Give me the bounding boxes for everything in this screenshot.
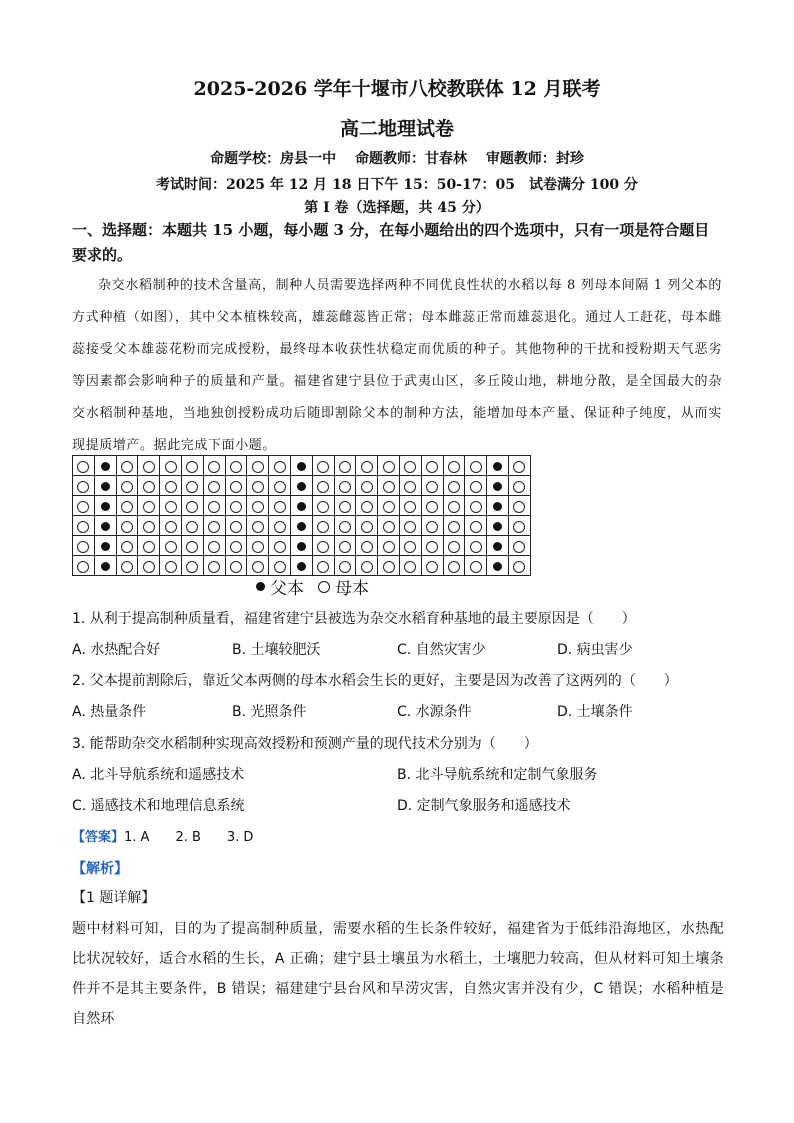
grid-cell — [421, 476, 443, 496]
father-plant-icon — [297, 562, 306, 571]
mother-plant-icon — [513, 561, 525, 573]
grid-cell — [312, 456, 334, 476]
grid-cell — [487, 476, 509, 496]
grid-cell — [269, 456, 291, 476]
father-plant-icon — [493, 482, 502, 491]
grid-cell — [356, 536, 378, 556]
mother-plant-icon — [448, 501, 460, 513]
mother-plant-icon — [470, 521, 482, 533]
mother-plant-icon — [317, 501, 329, 513]
grid-cell — [181, 536, 203, 556]
mother-plant-icon — [448, 541, 460, 553]
grid-cell — [399, 476, 421, 496]
mother-plant-icon — [274, 481, 286, 493]
mother-plant-icon — [383, 541, 395, 553]
mother-plant-icon — [513, 461, 525, 473]
grid-cell — [378, 496, 400, 516]
grid-cell — [203, 476, 225, 496]
mother-plant-icon — [339, 561, 351, 573]
mother-plant-icon — [383, 561, 395, 573]
father-plant-icon — [101, 542, 110, 551]
grid-cell — [269, 476, 291, 496]
grid-cell — [421, 496, 443, 516]
mother-plant-icon — [208, 521, 220, 533]
mother-plant-icon — [121, 461, 133, 473]
father-plant-icon — [493, 522, 502, 531]
father-plant-icon — [297, 502, 306, 511]
grid-cell — [378, 476, 400, 496]
mother-plant-icon — [121, 561, 133, 573]
mother-plant-icon — [186, 481, 198, 493]
grid-cell — [160, 536, 182, 556]
mother-plant-icon — [77, 541, 89, 553]
mother-plant-icon — [165, 521, 177, 533]
grid-cell — [181, 516, 203, 536]
mother-plant-icon — [404, 461, 416, 473]
grid-cell — [399, 556, 421, 576]
grid-cell — [269, 496, 291, 516]
question-2-option-a: A. 热量条件 — [72, 704, 147, 720]
mother-plant-icon — [448, 481, 460, 493]
grid-cell — [465, 556, 487, 576]
grid-cell — [116, 496, 138, 516]
mother-plant-icon — [208, 461, 220, 473]
grid-cell — [290, 456, 312, 476]
grid-cell — [508, 536, 530, 556]
father-plant-icon — [297, 462, 306, 471]
grid-cell — [378, 516, 400, 536]
mother-plant-icon — [426, 481, 438, 493]
grid-cell — [116, 456, 138, 476]
father-plant-icon — [493, 542, 502, 551]
grid-cell — [312, 536, 334, 556]
grid-cell — [116, 476, 138, 496]
question-1-option-c: C. 自然灾害少 — [397, 642, 486, 658]
mother-plant-icon — [186, 521, 198, 533]
question-1-detail-heading: 【1 题详解】 — [72, 890, 156, 906]
mother-plant-icon — [317, 541, 329, 553]
mother-plant-icon — [186, 501, 198, 513]
grid-cell — [138, 516, 160, 536]
grid-cell — [487, 556, 509, 576]
mother-plant-icon — [513, 541, 525, 553]
grid-cell — [181, 456, 203, 476]
mother-plant-icon — [274, 561, 286, 573]
mother-plant-icon — [121, 501, 133, 513]
grid-cell — [465, 496, 487, 516]
mother-plant-icon — [274, 501, 286, 513]
question-3-stem: 3. 能帮助杂交水稻制种实现高效授粉和预测产量的现代技术分别为（ ） — [72, 736, 538, 752]
grid-cell — [269, 556, 291, 576]
mother-plant-icon — [252, 501, 264, 513]
grid-cell — [247, 516, 269, 536]
grid-cell — [421, 456, 443, 476]
father-plant-icon — [101, 502, 110, 511]
grid-cell — [138, 536, 160, 556]
mother-plant-icon — [165, 541, 177, 553]
mother-plant-icon — [143, 541, 155, 553]
grid-cell — [247, 536, 269, 556]
question-2-option-c: C. 水源条件 — [397, 704, 472, 720]
grid-cell — [94, 536, 116, 556]
exam-authors: 命题学校：房县一中 命题教师：甘春林 审题教师：封珍 — [210, 151, 584, 167]
mother-plant-icon — [274, 541, 286, 553]
mother-plant-icon — [339, 521, 351, 533]
mother-plant-icon — [230, 461, 242, 473]
grid-row — [73, 516, 531, 536]
grid-cell — [181, 476, 203, 496]
grid-cell — [160, 516, 182, 536]
grid-cell — [247, 476, 269, 496]
mother-plant-icon — [339, 481, 351, 493]
question-3-option-d: D. 定制气象服务和遥感技术 — [397, 798, 571, 814]
answer-line — [72, 826, 253, 845]
grid-cell — [356, 456, 378, 476]
section-heading: 一、选择题：本题共 15 小题，每小题 3 分，在每小题给出的四个选项中，只有一项是符合题目要求的。 — [72, 221, 710, 264]
grid-cell — [94, 556, 116, 576]
grid-cell — [73, 496, 95, 516]
grid-cell — [94, 476, 116, 496]
mother-plant-icon — [426, 541, 438, 553]
grid-cell — [160, 556, 182, 576]
question-3-option-c: C. 遥感技术和地理信息系统 — [72, 798, 245, 814]
mother-plant-icon — [404, 501, 416, 513]
grid-cell — [225, 536, 247, 556]
grid-cell — [290, 516, 312, 536]
grid-cell — [138, 456, 160, 476]
diagram-legend — [256, 574, 369, 599]
mother-plant-icon — [186, 461, 198, 473]
grid-cell — [247, 556, 269, 576]
father-plant-icon — [297, 522, 306, 531]
grid-cell — [73, 536, 95, 556]
mother-plant-icon — [513, 521, 525, 533]
grid-cell — [421, 556, 443, 576]
legend-mother-label: 母本 — [335, 579, 369, 599]
mother-plant-icon — [404, 541, 416, 553]
grid-cell — [94, 496, 116, 516]
grid-row — [73, 456, 531, 476]
grid-cell — [203, 516, 225, 536]
grid-cell — [356, 516, 378, 536]
mother-plant-icon — [448, 521, 460, 533]
mother-plant-icon — [274, 521, 286, 533]
grid-cell — [399, 516, 421, 536]
grid-cell — [73, 456, 95, 476]
grid-cell — [356, 496, 378, 516]
grid-cell — [356, 556, 378, 576]
father-dot-icon — [256, 582, 265, 591]
grid-row — [73, 496, 531, 516]
grid-row — [73, 476, 531, 496]
mother-plant-icon — [448, 561, 460, 573]
grid-cell — [508, 476, 530, 496]
grid-cell — [203, 536, 225, 556]
mother-plant-icon — [252, 521, 264, 533]
mother-plant-icon — [426, 461, 438, 473]
mother-plant-icon — [208, 481, 220, 493]
mother-plant-icon — [361, 501, 373, 513]
mother-plant-icon — [361, 541, 373, 553]
grid-cell — [443, 456, 465, 476]
mother-plant-icon — [252, 481, 264, 493]
grid-cell — [160, 476, 182, 496]
grid-cell — [356, 476, 378, 496]
grid-cell — [378, 456, 400, 476]
mother-plant-icon — [470, 501, 482, 513]
grid-cell — [508, 496, 530, 516]
mother-plant-icon — [339, 541, 351, 553]
grid-cell — [487, 516, 509, 536]
mother-plant-icon — [448, 461, 460, 473]
mother-plant-icon — [77, 521, 89, 533]
grid-cell — [334, 476, 356, 496]
grid-cell — [116, 556, 138, 576]
mother-plant-icon — [426, 521, 438, 533]
grid-cell — [225, 476, 247, 496]
grid-cell — [116, 536, 138, 556]
grid-cell — [203, 556, 225, 576]
mother-plant-icon — [317, 561, 329, 573]
grid-cell — [73, 476, 95, 496]
legend-father-label: 父本 — [270, 579, 304, 599]
mother-plant-icon — [252, 541, 264, 553]
father-plant-icon — [101, 522, 110, 531]
mother-plant-icon — [383, 501, 395, 513]
grid-cell — [508, 516, 530, 536]
grid-cell — [203, 496, 225, 516]
father-plant-icon — [101, 562, 110, 571]
mother-plant-icon — [383, 461, 395, 473]
grid-cell — [225, 456, 247, 476]
question-2-option-d: D. 土壤条件 — [557, 704, 633, 720]
mother-plant-icon — [252, 561, 264, 573]
mother-plant-icon — [77, 561, 89, 573]
mother-plant-icon — [404, 481, 416, 493]
grid-cell — [487, 496, 509, 516]
mother-plant-icon — [383, 481, 395, 493]
mother-plant-icon — [470, 561, 482, 573]
question-2-option-b: B. 光照条件 — [232, 704, 307, 720]
mother-plant-icon — [208, 501, 220, 513]
grid-cell — [225, 556, 247, 576]
mother-plant-icon — [274, 461, 286, 473]
grid-cell — [443, 556, 465, 576]
grid-cell — [138, 556, 160, 576]
grid-cell — [443, 536, 465, 556]
father-plant-icon — [101, 462, 110, 471]
question-1-option-d: D. 病虫害少 — [557, 642, 633, 658]
grid-cell — [94, 516, 116, 536]
mother-plant-icon — [208, 541, 220, 553]
answer-text: 1. A 2. B 3. D — [124, 830, 254, 845]
mother-plant-icon — [513, 481, 525, 493]
mother-plant-icon — [339, 501, 351, 513]
question-3-option-b: B. 北斗导航系统和定制气象服务 — [397, 767, 598, 783]
mother-plant-icon — [470, 481, 482, 493]
mother-plant-icon — [361, 521, 373, 533]
grid-cell — [247, 456, 269, 476]
answer-tag: 【答案】 — [72, 830, 125, 845]
father-plant-icon — [493, 462, 502, 471]
mother-plant-icon — [339, 461, 351, 473]
mother-plant-icon — [165, 481, 177, 493]
mother-plant-icon — [361, 481, 373, 493]
mother-plant-icon — [230, 521, 242, 533]
grid-cell — [487, 456, 509, 476]
mother-plant-icon — [143, 521, 155, 533]
mother-plant-icon — [143, 461, 155, 473]
grid-cell — [465, 516, 487, 536]
mother-plant-icon — [143, 481, 155, 493]
mother-plant-icon — [361, 461, 373, 473]
mother-plant-icon — [383, 521, 395, 533]
grid-cell — [399, 496, 421, 516]
analysis-tag: 【解析】 — [72, 861, 128, 877]
mother-plant-icon — [121, 521, 133, 533]
grid-cell — [487, 536, 509, 556]
grid-cell — [290, 496, 312, 516]
grid-cell — [290, 556, 312, 576]
grid-cell — [269, 516, 291, 536]
question-1-option-b: B. 土壤较肥沃 — [232, 642, 321, 658]
grid-cell — [116, 516, 138, 536]
father-plant-icon — [493, 562, 502, 571]
mother-plant-icon — [317, 461, 329, 473]
grid-cell — [378, 556, 400, 576]
grid-cell — [94, 456, 116, 476]
mother-plant-icon — [121, 481, 133, 493]
question-2-stem: 2. 父本提前割除后，靠近父本两侧的母本水稻会生长的更好，主要是因为改善了这两列的（ ） — [72, 673, 678, 689]
grid-cell — [73, 556, 95, 576]
grid-cell — [465, 536, 487, 556]
exam-info: 考试时间：2025 年 12 月 18 日下午 15：50-17：05 试卷满分 100 分 — [156, 177, 638, 193]
grid-cell — [225, 516, 247, 536]
grid-cell — [312, 476, 334, 496]
exam-title: 2025-2026 学年十堰市八校教联体 12 月联考 — [193, 78, 601, 100]
mother-plant-icon — [186, 541, 198, 553]
mother-plant-icon — [121, 541, 133, 553]
father-plant-icon — [297, 482, 306, 491]
grid-cell — [334, 536, 356, 556]
grid-cell — [399, 456, 421, 476]
grid-cell — [225, 496, 247, 516]
mother-plant-icon — [165, 501, 177, 513]
grid-cell — [443, 516, 465, 536]
mother-plant-icon — [165, 561, 177, 573]
question-1-detail-text: 题中材料可知，目的为了提高制种质量，需要水稻的生长条件较好，福建省为于低纬沿海地区，水热配比状况较好，适合水稻的生长，A 正确；建宁县土壤虽为水稻土，土壤肥力较高，但从材料可知土壤条件并不是其主要条件，B 错误；福建建宁县台风和旱涝灾害，自然灾害并没有少，C 错误；水稻种植是自然环 — [72, 921, 724, 1027]
grid-cell — [73, 516, 95, 536]
father-plant-icon — [493, 502, 502, 511]
grid-cell — [421, 536, 443, 556]
grid-cell — [290, 476, 312, 496]
grid-cell — [269, 536, 291, 556]
mother-plant-icon — [426, 561, 438, 573]
mother-plant-icon — [230, 541, 242, 553]
grid-cell — [378, 536, 400, 556]
question-1-stem: 1. 从利于提高制种质量看，福建省建宁县被选为杂交水稻育种基地的最主要原因是（ ） — [72, 611, 636, 627]
mother-plant-icon — [513, 501, 525, 513]
mother-plant-icon — [404, 521, 416, 533]
mother-plant-icon — [426, 501, 438, 513]
mother-plant-icon — [470, 541, 482, 553]
grid-cell — [334, 456, 356, 476]
grid-cell — [312, 516, 334, 536]
volume-heading: 第 I 卷（选择题，共 45 分） — [304, 200, 490, 216]
grid-cell — [334, 556, 356, 576]
grid-cell — [421, 516, 443, 536]
mother-plant-icon — [77, 461, 89, 473]
father-plant-icon — [297, 542, 306, 551]
grid-cell — [138, 496, 160, 516]
planting-diagram — [72, 455, 531, 576]
grid-cell — [443, 476, 465, 496]
mother-plant-icon — [230, 501, 242, 513]
grid-cell — [181, 496, 203, 516]
mother-plant-icon — [143, 501, 155, 513]
mother-circle-icon — [318, 581, 330, 593]
mother-plant-icon — [77, 481, 89, 493]
material-paragraph: 杂交水稻制种的技术含量高，制种人员需要选择两种不同优良性状的水稻以每 8 列母本间隔 1 列父本的方式种植（如图），其中父本植株较高，雄蕊雌蕊皆正常；母本雌蕊正常而雄蕊退化。通过人工赶花，母本雌蕊接受父本雄蕊花粉而完成授粉，最终母本收获性状稳定而优质的种子。其他物种的干扰和授粉期天气恶劣等因素都会影响种子的质量和产量。福建省建宁县位于武夷山区，多丘陵山地，耕地分散，是全国最大的杂交水稻制种基地，当地独创授粉成功后随即割除父本的制种方法，能增加母本产量、保证种子纯度，从而实现提质增产。据此完成下面小题。 — [72, 278, 722, 453]
grid-cell — [160, 456, 182, 476]
father-plant-icon — [101, 482, 110, 491]
mother-plant-icon — [165, 461, 177, 473]
mother-plant-icon — [143, 561, 155, 573]
mother-plant-icon — [230, 481, 242, 493]
mother-plant-icon — [186, 561, 198, 573]
grid-cell — [312, 556, 334, 576]
grid-cell — [465, 456, 487, 476]
exam-subtitle: 高二地理试卷 — [339, 118, 454, 140]
grid-cell — [247, 496, 269, 516]
mother-plant-icon — [230, 561, 242, 573]
grid-row — [73, 556, 531, 576]
grid-cell — [508, 556, 530, 576]
mother-plant-icon — [252, 461, 264, 473]
mother-plant-icon — [317, 521, 329, 533]
grid-cell — [399, 536, 421, 556]
mother-plant-icon — [208, 561, 220, 573]
grid-cell — [465, 476, 487, 496]
grid-cell — [203, 456, 225, 476]
grid-cell — [443, 496, 465, 516]
grid-cell — [334, 496, 356, 516]
grid-cell — [290, 536, 312, 556]
grid-cell — [312, 496, 334, 516]
grid-row — [73, 536, 531, 556]
mother-plant-icon — [317, 481, 329, 493]
grid-cell — [508, 456, 530, 476]
mother-plant-icon — [77, 501, 89, 513]
grid-cell — [334, 516, 356, 536]
grid-cell — [181, 556, 203, 576]
mother-plant-icon — [404, 561, 416, 573]
grid-cell — [138, 476, 160, 496]
mother-plant-icon — [361, 561, 373, 573]
mother-plant-icon — [470, 461, 482, 473]
question-3-option-a: A. 北斗导航系统和遥感技术 — [72, 767, 245, 783]
grid-cell — [160, 496, 182, 516]
question-1-option-a: A. 水热配合好 — [72, 642, 161, 658]
